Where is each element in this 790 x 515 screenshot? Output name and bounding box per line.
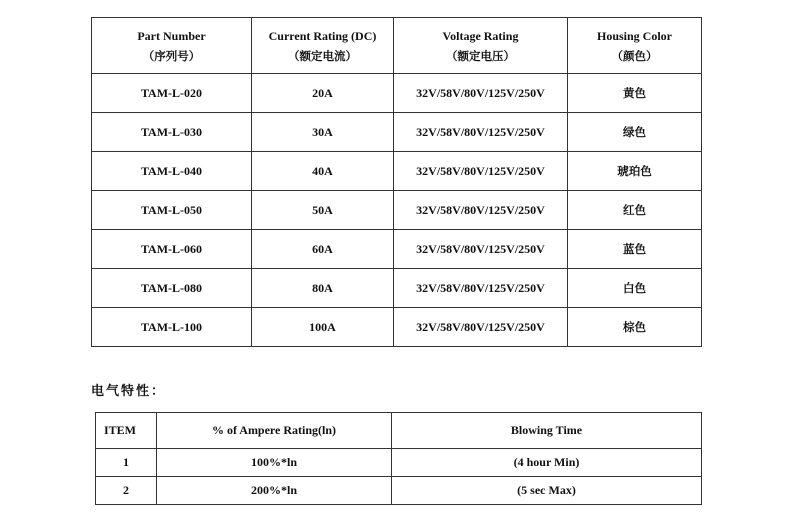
- part-number-cell: TAM-L-100: [92, 308, 252, 347]
- header-housing-color-cn: （颜色）: [611, 48, 658, 63]
- table-row: [92, 269, 702, 308]
- header-voltage-rating: [394, 18, 568, 74]
- color-cell: 棕色: [568, 308, 702, 347]
- ampere-cell: 200%*ln: [157, 477, 392, 505]
- item-cell: 1: [96, 449, 157, 477]
- table-row: [92, 191, 702, 230]
- ratings-header-row: [92, 18, 702, 74]
- blowing-time-cell: (4 hour Min): [392, 449, 702, 477]
- blowing-time-cell: (5 sec Max): [392, 477, 702, 505]
- current-cell: 100A: [252, 308, 394, 347]
- color-cell: 红色: [568, 191, 702, 230]
- voltage-cell: 32V/58V/80V/125V/250V: [394, 230, 568, 269]
- electrical-table: [95, 412, 702, 505]
- current-cell: 40A: [252, 152, 394, 191]
- current-cell: 30A: [252, 113, 394, 152]
- header-housing-color: [568, 18, 702, 74]
- current-cell: 60A: [252, 230, 394, 269]
- electrical-characteristics-label: 电气特性：: [91, 384, 167, 399]
- part-number-cell: TAM-L-020: [92, 74, 252, 113]
- header-current-rating-en: Current Rating (DC): [268, 28, 377, 43]
- color-cell: 琥珀色: [568, 152, 702, 191]
- color-cell: 蓝色: [568, 230, 702, 269]
- voltage-cell: 32V/58V/80V/125V/250V: [394, 113, 568, 152]
- header-housing-color-en: Housing Color: [596, 28, 672, 43]
- current-cell: 20A: [252, 74, 394, 113]
- header-ampere-rating: % of Ampere Rating(ln): [157, 413, 392, 449]
- header-part-number-cn: （序列号）: [142, 48, 201, 63]
- voltage-cell: 32V/58V/80V/125V/250V: [394, 74, 568, 113]
- table-row: [96, 477, 702, 505]
- ampere-cell: 100%*ln: [157, 449, 392, 477]
- ratings-table: [91, 17, 702, 347]
- current-cell: 80A: [252, 269, 394, 308]
- voltage-cell: 32V/58V/80V/125V/250V: [394, 191, 568, 230]
- header-current-rating-cn: （额定电流）: [288, 48, 357, 63]
- header-part-number-en: Part Number: [137, 28, 206, 43]
- voltage-cell: 32V/58V/80V/125V/250V: [394, 308, 568, 347]
- header-part-number: [92, 18, 252, 74]
- current-cell: 50A: [252, 191, 394, 230]
- part-number-cell: TAM-L-040: [92, 152, 252, 191]
- table-row: [92, 308, 702, 347]
- electrical-header-row: [96, 413, 702, 449]
- table-row: [96, 449, 702, 477]
- part-number-cell: TAM-L-030: [92, 113, 252, 152]
- part-number-cell: TAM-L-060: [92, 230, 252, 269]
- voltage-cell: 32V/58V/80V/125V/250V: [394, 269, 568, 308]
- part-number-cell: TAM-L-080: [92, 269, 252, 308]
- header-voltage-rating-cn: （额定电压）: [446, 48, 515, 63]
- table-row: [92, 152, 702, 191]
- item-cell: 2: [96, 477, 157, 505]
- color-cell: 白色: [568, 269, 702, 308]
- table-row: [92, 113, 702, 152]
- table-row: [92, 74, 702, 113]
- color-cell: 绿色: [568, 113, 702, 152]
- header-blowing-time: Blowing Time: [392, 413, 702, 449]
- voltage-cell: 32V/58V/80V/125V/250V: [394, 152, 568, 191]
- header-item: ITEM: [96, 413, 157, 449]
- part-number-cell: TAM-L-050: [92, 191, 252, 230]
- color-cell: 黄色: [568, 74, 702, 113]
- table-row: [92, 230, 702, 269]
- header-voltage-rating-en: Voltage Rating: [442, 28, 519, 43]
- header-current-rating: [252, 18, 394, 74]
